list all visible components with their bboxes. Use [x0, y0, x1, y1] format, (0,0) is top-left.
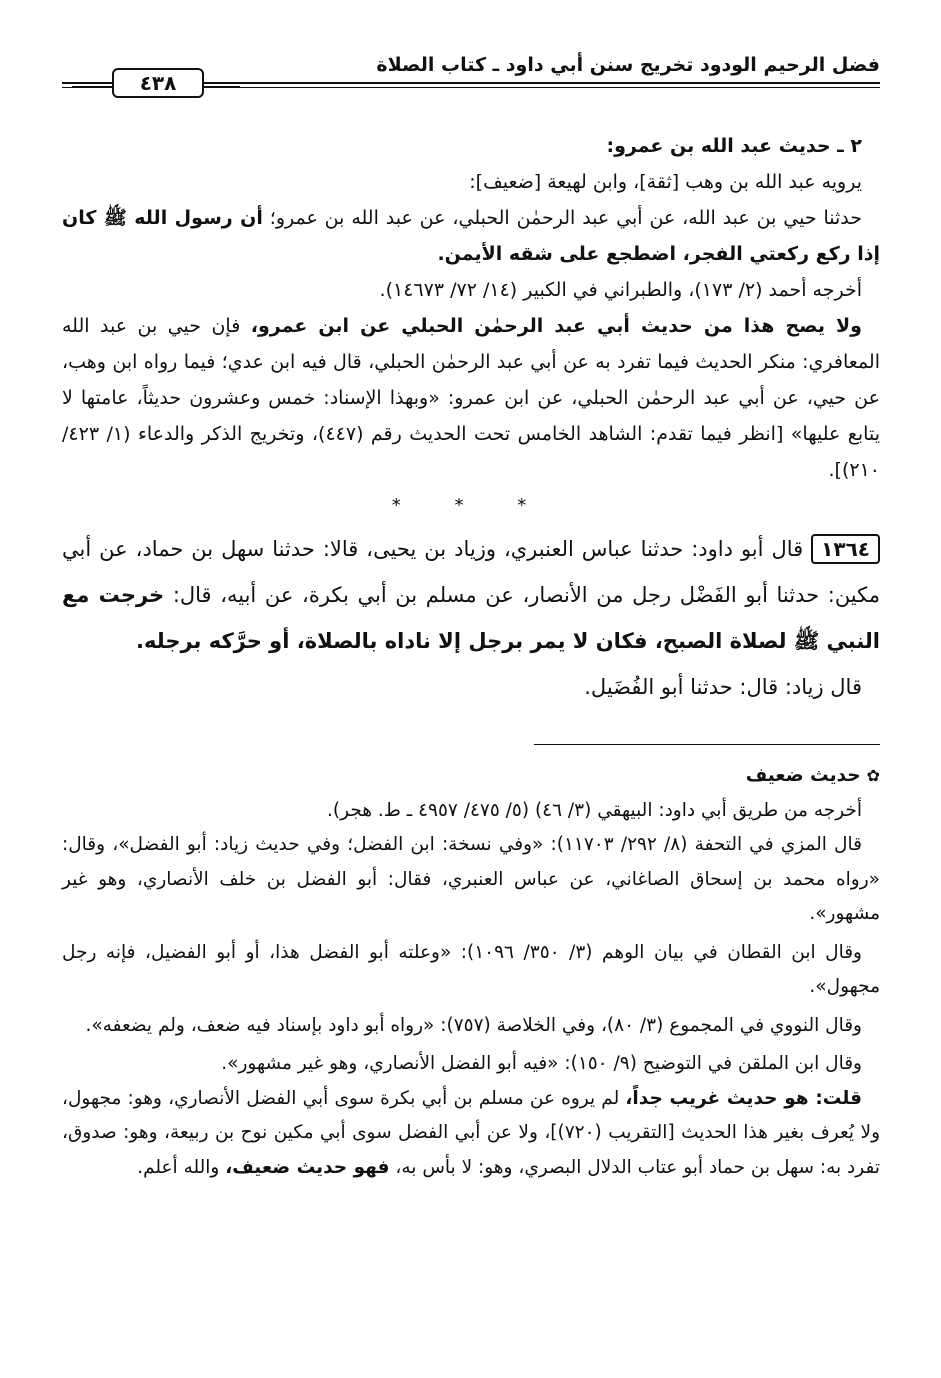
paragraph — [62, 200, 880, 272]
book-page — [62, 42, 880, 1352]
footnote-divider — [534, 744, 880, 745]
hadith-matn: خرجت مع النبي ﷺ لصلاة الصبح، فكان لا يمر برجل إلا ناداه بالصلاة، أو حرَّكه برجله. — [62, 583, 880, 653]
note-paragraph — [62, 1082, 880, 1186]
note-paragraph: وقال ابن الملقن في التوضيح (٩/ ١٥٠): «فيه أبو الفضل الأنصاري، وهو غير مشهور». — [221, 1053, 862, 1074]
hadith-paragraph — [62, 526, 880, 664]
rose-ornament-icon: ✿ — [866, 766, 880, 785]
isnad-text: حدثنا حيي بن عبد الله، عن أبي عبد الرحمٰن الحبلي، عن عبد الله بن عمرو؛ — [262, 207, 862, 229]
note-paragraph: قال المزي في التحفة (٨/ ٢٩٢/ ١١٧٠٣): «وفي نسخة: ابن الفضل؛ وفي حديث زياد: أبو الفضل»، وقال: «رواه محمد بن إسحاق الصاغاني، عن عباس العنبري، فقال: أبو الفضل بن خلف الأنصاري، وهو غير مشهور». — [62, 834, 880, 924]
judgement-text: ولا يصح هذا من حديث أبي عبد الرحمٰن الحبلي عن ابن عمرو، — [250, 315, 862, 337]
grade-heading — [62, 759, 880, 794]
conclusion-body: لم يروه عن مسلم بن أبي بكرة سوى أبي الفضل الأنصاري، وهو: مجهول، ولا يُعرف بغير هذا الحديث [التقريب (٧٢٠)]، ولا عن أبي الفضل سوى أبي مكين نوح بن ربيعة، وهو: صدوق، تفرد به: سهل بن حماد أبو عتاب الدلال البصري، وهو: لا بأس به، — [62, 1087, 881, 1178]
note-paragraph: أخرجه من طريق أبي داود: البيهقي (٣/ ٤٦) (٥/ ٤٧٥/ ٤٩٥٧ ـ ط. هجر). — [327, 799, 862, 821]
conclusion-end: والله أعلم. — [137, 1156, 226, 1178]
note-paragraph: وقال النووي في المجموع (٣/ ٨٠)، وفي الخلاصة (٧٥٧): «رواه أبو داود بإسناد فيه ضعف، ولم يضعفه». — [85, 1014, 862, 1036]
conclusion-lead: قلت: هو حديث غريب جداً، — [625, 1087, 862, 1109]
conclusion-grade: فهو حديث ضعيف، — [225, 1156, 390, 1178]
matn-text: أن رسول الله ﷺ كان إذا ركع ركعتي الفجر، اضطجع على شقه الأيمن. — [62, 207, 880, 265]
hadith-note: قال زياد: قال: حدثنا أبو الفُضَيل. — [584, 675, 862, 699]
section-heading: ٢ ـ حديث عبد الله بن عمرو: — [606, 135, 862, 157]
paragraph: أخرجه أحمد (٢/ ١٧٣)، والطبراني في الكبير (١٤/ ٧٢/ ١٤٦٧٣). — [379, 279, 862, 301]
section-separator: * * * — [391, 495, 551, 516]
running-header — [62, 42, 880, 95]
hadith-isnad: قال أبو داود: حدثنا عباس العنبري، وزياد بن يحيى، قالا: حدثنا سهل بن حماد، عن أبي مكين: حدثنا أبو الفَضْل رجل من الأنصار، عن مسلم بن أبي بكرة، عن أبيه، قال: — [62, 537, 880, 607]
running-title: فضل الرحيم الودود تخريج سنن أبي داود ـ كتاب الصلاة — [376, 54, 880, 76]
hadith-block — [62, 526, 880, 710]
paragraph — [62, 308, 880, 488]
hadith-number-badge: ١٣٦٤ — [811, 534, 880, 564]
grade-label: حديث ضعيف — [745, 765, 861, 786]
commentary-block — [62, 759, 880, 1185]
page-number-badge: ٤٣٨ — [112, 68, 204, 98]
paragraph: يرويه عبد الله بن وهب [ثقة]، وابن لهيعة [ضعيف]: — [469, 171, 862, 193]
main-text — [62, 128, 880, 1185]
note-paragraph: وقال ابن القطان في بيان الوهم (٣/ ٣٥٠/ ١٠٩٦): «وعلته أبو الفضل هذا، أو أبو الفضيل، فإنه رجل مجهول». — [62, 941, 880, 997]
commentary-text: فإن حيي بن عبد الله المعافري: منكر الحديث فيما تفرد به عن أبي عبد الرحمٰن الحبلي، قال فيه ابن عدي؛ فيما رواه ابن وهب، عن حيي، عن أبي عبد الرحمٰن الحبلي، عن ابن عمرو: «وبهذا الإسناد: خمس وعشرون حديثاً، عامتها لا يتابع عليها» [انظر فيما تقدم: الشاهد الخامس تحت الحديث رقم (٤٤٧)، وتخريج الذكر والدعاء (١/ ٤٢٣/ ٢١٠)]. — [62, 315, 880, 481]
